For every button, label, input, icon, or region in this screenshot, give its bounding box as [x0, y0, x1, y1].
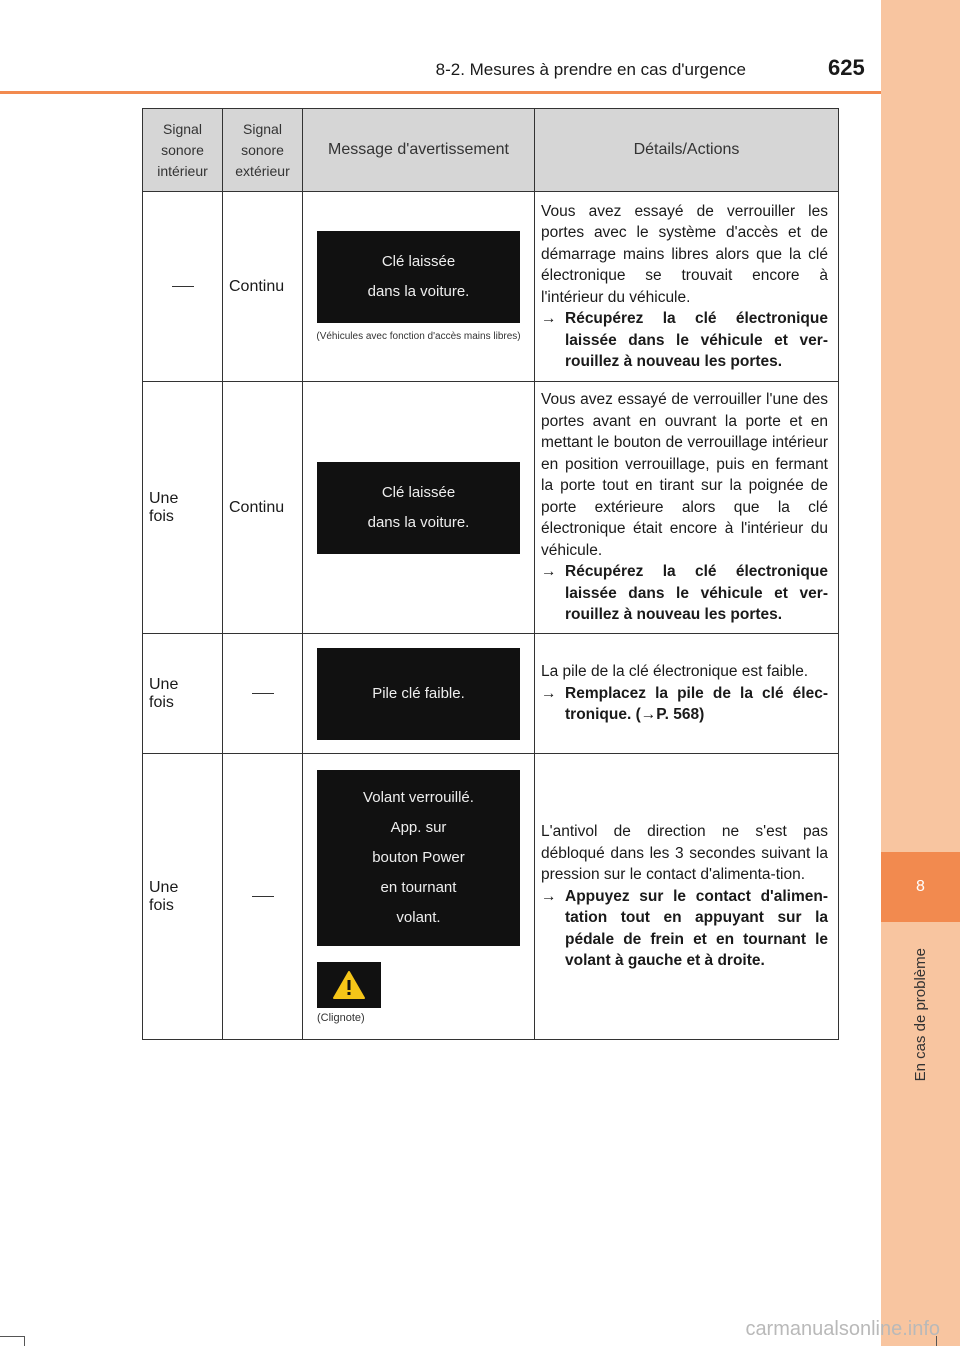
arrow-icon: → — [541, 563, 557, 581]
screen-line: Clé laissée — [381, 252, 456, 270]
warning-screen — [317, 770, 520, 946]
details-cell — [535, 754, 839, 1040]
warning-screen — [317, 648, 520, 740]
table-header-row — [143, 109, 839, 192]
chapter-number: 8 — [916, 878, 925, 895]
header-details-actions: Détails/Actions — [535, 109, 839, 192]
action-label: Remplacez la pile de la clé élec-tronique. (→P. 568) — [565, 684, 828, 724]
details-cell — [535, 382, 839, 634]
table-row — [143, 754, 839, 1040]
crop-mark — [0, 1336, 24, 1337]
interior-signal-line: Une — [149, 675, 179, 693]
header-exterior-line-3: extérieur — [235, 162, 290, 179]
details-text: Vous avez essayé de verrouiller l'une des portes avant en ouvrant la porte et en mettant le bouton de verrouillage intérieur en position verrouillage, puis en fermant la porte tout en tirant sur la poignée de porte extérieure alors que la clé électronique était encore à l'intérieur du véhicule. — [541, 391, 828, 559]
message-cell — [303, 634, 535, 754]
section-title: 8-2. Mesures à prendre en cas d'urgence — [435, 60, 746, 79]
none-dash — [252, 896, 274, 897]
crop-mark — [24, 1336, 25, 1346]
action-text — [541, 683, 828, 726]
interior-signal-line: Une — [149, 878, 179, 896]
warning-screen — [317, 231, 520, 323]
interior-signal-cell — [143, 634, 223, 754]
interior-signal-line: fois — [149, 507, 174, 525]
action-label: Récupérez la clé électronique laissée dans le véhicule et ver-rouillez à nouveau les portes. — [565, 310, 828, 370]
message-cell — [303, 754, 535, 1040]
screen-line: dans la voiture. — [367, 513, 470, 531]
exterior-signal-cell: Continu — [223, 382, 303, 634]
none-dash — [172, 286, 194, 287]
details-cell — [535, 192, 839, 382]
chapter-label-container — [881, 930, 960, 1100]
header-exterior-line-1: Signal — [243, 120, 282, 137]
table-row — [143, 634, 839, 754]
interior-signal-cell — [143, 192, 223, 382]
message-cell — [303, 382, 535, 634]
header-warning-message: Message d'avertissement — [303, 109, 535, 192]
interior-signal-line: fois — [149, 693, 174, 711]
none-dash — [252, 693, 274, 694]
header-exterior-signal — [223, 109, 303, 192]
action-label: Appuyez sur le contact d'alimen-tation tout en appuyant sur la pédale de frein et en tournant le volant à gauche et à droite. — [565, 887, 828, 970]
warning-screen — [317, 462, 520, 554]
details-cell — [535, 634, 839, 754]
details-text: Vous avez essayé de verrouiller les portes avec le système d'accès et de démarrage mains libres alors que la clé électronique se trouvait encore à l'intérieur du véhicule. — [541, 202, 828, 306]
header-interior-signal — [143, 109, 223, 192]
action-text — [541, 886, 828, 972]
arrow-icon: → — [541, 887, 557, 905]
interior-signal-line: fois — [149, 896, 174, 914]
screen-note: (Véhicules avec fonction d'accès mains libres) — [316, 330, 521, 342]
chapter-label: En cas de problème — [912, 948, 929, 1082]
interior-signal-cell — [143, 754, 223, 1040]
screen-line: Clé laissée — [381, 483, 456, 501]
exterior-signal-cell — [223, 754, 303, 1040]
details-text: L'antivol de direction ne s'est pas débloqué dans les 3 secondes suivant la pression sur le contact d'alimenta-tion. — [541, 823, 828, 884]
warning-table — [142, 108, 839, 1040]
warning-triangle-icon — [317, 962, 381, 1008]
arrow-icon: → — [541, 310, 557, 327]
header-exterior-line-2: sonore — [241, 141, 284, 158]
header-interior-line-3: intérieur — [157, 162, 208, 179]
blink-note: (Clignote) — [317, 1011, 365, 1024]
screen-line: Volant verrouillé. — [363, 788, 474, 806]
action-text — [541, 561, 828, 626]
screen-line: bouton Power — [372, 848, 465, 866]
warning-icon-group — [317, 962, 520, 1024]
header-interior-line-1: Signal — [163, 120, 202, 137]
message-cell — [303, 192, 535, 382]
action-label: Récupérez la clé électronique laissée dans le véhicule et ver-rouillez à nouveau les portes. — [565, 563, 828, 624]
screen-line: en tournant — [380, 878, 457, 896]
page-number: 625 — [828, 55, 865, 80]
screen-line: App. sur — [390, 818, 447, 836]
screen-line: volant. — [396, 908, 441, 926]
header-interior-line-2: sonore — [161, 141, 204, 158]
watermark: carmanualsonline.info — [745, 1318, 940, 1340]
arrow-icon: → — [541, 684, 557, 702]
exterior-signal-cell — [223, 634, 303, 754]
screen-line: Pile clé faible. — [372, 684, 465, 702]
chapter-number-tab — [881, 852, 960, 922]
exterior-signal-cell: Continu — [223, 192, 303, 382]
interior-signal-cell — [143, 382, 223, 634]
screen-line: dans la voiture. — [367, 282, 470, 300]
details-text: La pile de la clé électronique est faible. — [541, 663, 809, 681]
side-tab-strip — [881, 0, 960, 1346]
table-row — [143, 382, 839, 634]
header-rule — [0, 91, 881, 94]
table-row — [143, 192, 839, 382]
action-text — [541, 308, 828, 373]
interior-signal-line: Une — [149, 489, 179, 507]
